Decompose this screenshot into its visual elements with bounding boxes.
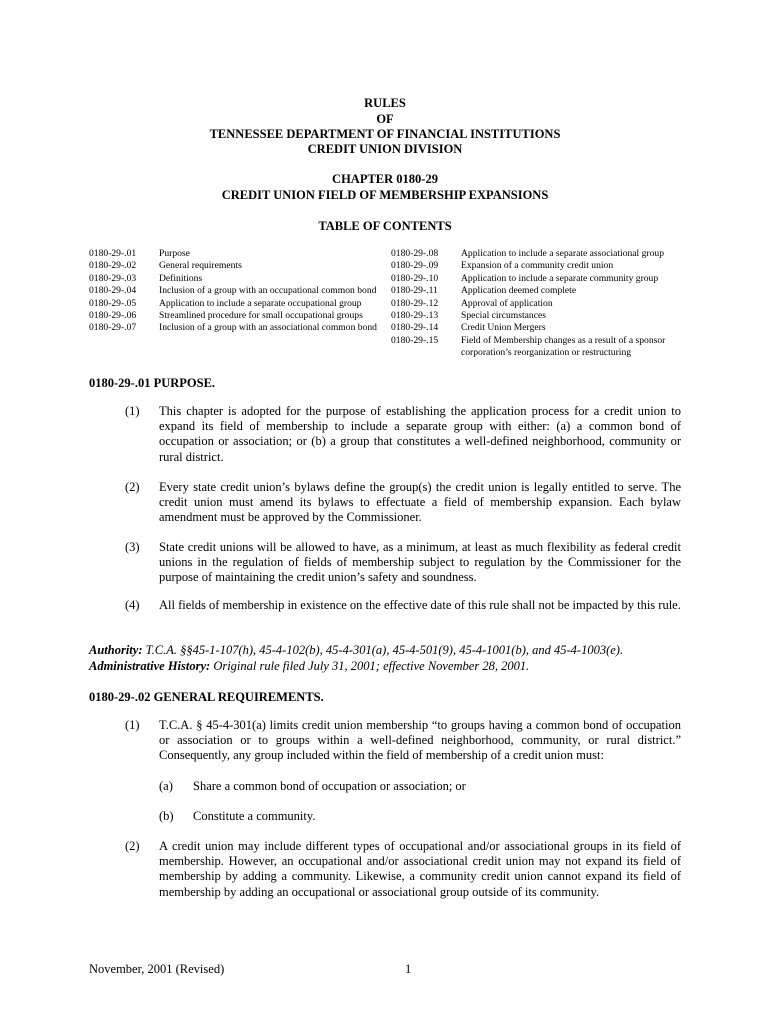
general-paragraph-1 xyxy=(89,718,681,764)
toc-entry xyxy=(391,298,683,310)
authority-text: T.C.A. §§45-1-107(h), 45-4-102(b), 45-4-301(a), 45-4-501(9), 45-4-1001(b), and 45-4-1003(e). xyxy=(145,643,624,657)
toc-entry-title: Expansion of a community credit union xyxy=(461,260,614,272)
history-label: Administrative History: xyxy=(89,659,211,673)
paragraph-text: All fields of membership in existence on the effective date of this rule shall not be impacted by this rule. xyxy=(159,598,681,612)
toc-entry xyxy=(89,285,384,297)
toc-entry-title: Field of Membership changes as a result of a sponsor corporation’s reorganization or restructuring xyxy=(461,334,666,359)
toc-entry xyxy=(391,322,683,334)
paragraph-text: Every state credit union’s bylaws define the group(s) the credit union is legally entitled to serve. The credit union must amend its bylaws to effectuate a field of membership expansion. Each bylaw amendment must be approved by the Commissioner. xyxy=(159,480,681,525)
toc-right-column xyxy=(391,248,683,360)
toc-entry-number: 0180-29-.11 xyxy=(391,285,438,297)
toc-entry xyxy=(89,273,384,285)
toc-entry-number: 0180-29-.10 xyxy=(391,272,439,284)
subparagraph-a xyxy=(159,779,466,794)
toc-entry-title: Streamlined procedure for small occupational groups xyxy=(159,310,363,322)
toc-title: TABLE OF CONTENTS xyxy=(318,219,452,233)
paragraph-number: (4) xyxy=(125,598,140,612)
toc-entry xyxy=(89,260,384,272)
toc-entry-number: 0180-29-.01 xyxy=(89,248,137,259)
toc-entry-title: Application to include a separate occupational group xyxy=(159,297,362,309)
toc-entry-number: 0180-29-.05 xyxy=(89,297,137,309)
toc-entry xyxy=(391,248,683,260)
paragraph-text: State credit unions will be allowed to have, as a minimum, at least as much flexibility as federal credit unions in the regulation of fields of membership subject to regulation by the Commissioner for the purpose of maintaining the credit union’s safety and soundness. xyxy=(159,540,681,585)
header-rules: RULES xyxy=(364,96,406,110)
subparagraph-text: Share a common bond of occupation or association; or xyxy=(193,779,466,793)
toc-entry-number: 0180-29-.09 xyxy=(391,260,439,272)
chapter-title: CREDIT UNION FIELD OF MEMBERSHIP EXPANSIONS xyxy=(221,188,549,202)
subparagraph-letter: (b) xyxy=(159,809,174,823)
history-line xyxy=(89,659,681,674)
toc-entry-title: Approval of application xyxy=(461,297,553,309)
header-department: TENNESSEE DEPARTMENT OF FINANCIAL INSTITUTIONS xyxy=(209,127,561,141)
paragraph-number: (2) xyxy=(125,480,140,494)
authority-line xyxy=(89,643,681,658)
history-text: Original rule filed July 31, 2001; effective November 28, 2001. xyxy=(213,659,530,673)
paragraph-text: A credit union may include different types of occupational and/or associational groups in its field of membership. However, an occupational and/or associational credit union may not expand its field of membership by adding a community. Likewise, a community credit union cannot expand its field of membership by adding an occupational or associational group outside of its community. xyxy=(159,839,681,899)
subparagraph-letter: (a) xyxy=(159,779,173,793)
paragraph-text: T.C.A. § 45-4-301(a) limits credit union membership “to groups having a common bond of occupation or association or to groups within a well-defined neighborhood, community, or rural district.” Consequently, any group included within the field of membership of a credit union must: xyxy=(159,718,681,763)
toc-entry-title: Application to include a separate community group xyxy=(461,272,659,284)
header-of: OF xyxy=(376,112,394,126)
toc-entry xyxy=(89,248,384,260)
paragraph-number: (1) xyxy=(125,718,140,732)
toc-entry-number: 0180-29-.13 xyxy=(391,310,439,322)
toc-entry-number: 0180-29-.03 xyxy=(89,272,137,284)
toc-entry-title: Purpose xyxy=(159,248,190,259)
paragraph-number: (2) xyxy=(125,839,140,853)
toc-entry-title: Application deemed complete xyxy=(461,285,577,297)
toc-entry xyxy=(391,273,683,285)
paragraph-number: (3) xyxy=(125,540,140,554)
header-division: CREDIT UNION DIVISION xyxy=(307,142,463,156)
toc-entry xyxy=(89,298,384,310)
toc-entry-number: 0180-29-.07 xyxy=(89,322,137,334)
toc-entry-number: 0180-29-.02 xyxy=(89,260,137,272)
toc-entry-title: Definitions xyxy=(159,272,203,284)
subparagraph-b xyxy=(159,809,315,824)
section-heading-purpose: 0180-29-.01 PURPOSE. xyxy=(89,376,216,390)
toc-entry-number: 0180-29-.08 xyxy=(391,248,439,259)
toc-entry xyxy=(89,322,384,334)
footer-date: November, 2001 (Revised) xyxy=(89,962,225,976)
toc-left-column xyxy=(89,248,384,335)
chapter-number: CHAPTER 0180-29 xyxy=(332,172,438,186)
toc-entry-title: Inclusion of a group with an occupational common bond xyxy=(159,285,377,297)
purpose-paragraph-1 xyxy=(89,404,681,465)
toc-entry xyxy=(391,260,683,272)
paragraph-text: This chapter is adopted for the purpose of establishing the application process for a credit union to expand its field of membership to include a separate group with either: (a) a common bond of occupation or association; or (b) a group that constitutes a well-defined neighborhood, community or rural district. xyxy=(159,404,681,464)
toc-entry-number: 0180-29-.14 xyxy=(391,322,439,334)
subparagraph-text: Constitute a community. xyxy=(193,809,316,823)
toc-entry xyxy=(391,285,683,297)
page-number: 1 xyxy=(405,962,412,976)
toc-entry xyxy=(391,310,683,322)
toc-entry-title: Application to include a separate associational group xyxy=(461,248,665,259)
section-heading-general-requirements: 0180-29-.02 GENERAL REQUIREMENTS. xyxy=(89,690,324,704)
toc-entry-title: Special circumstances xyxy=(461,310,546,322)
general-paragraph-2 xyxy=(89,839,681,900)
toc-entry-number: 0180-29-.12 xyxy=(391,297,439,309)
toc-entry-title: Inclusion of a group with an associational common bond xyxy=(159,322,377,334)
toc-entry-title: Credit Union Mergers xyxy=(461,322,546,334)
toc-entry-title: General requirements xyxy=(159,260,242,272)
purpose-paragraph-3 xyxy=(89,540,681,586)
authority-label: Authority: xyxy=(89,643,143,657)
paragraph-number: (1) xyxy=(125,404,140,418)
purpose-paragraph-4 xyxy=(89,598,681,613)
toc-entry xyxy=(89,310,384,322)
toc-entry-number: 0180-29-.06 xyxy=(89,310,137,322)
toc-entry-number: 0180-29-.04 xyxy=(89,285,137,297)
toc-entry xyxy=(391,335,683,360)
purpose-paragraph-2 xyxy=(89,480,681,526)
toc-entry-number: 0180-29-.15 xyxy=(391,334,439,346)
